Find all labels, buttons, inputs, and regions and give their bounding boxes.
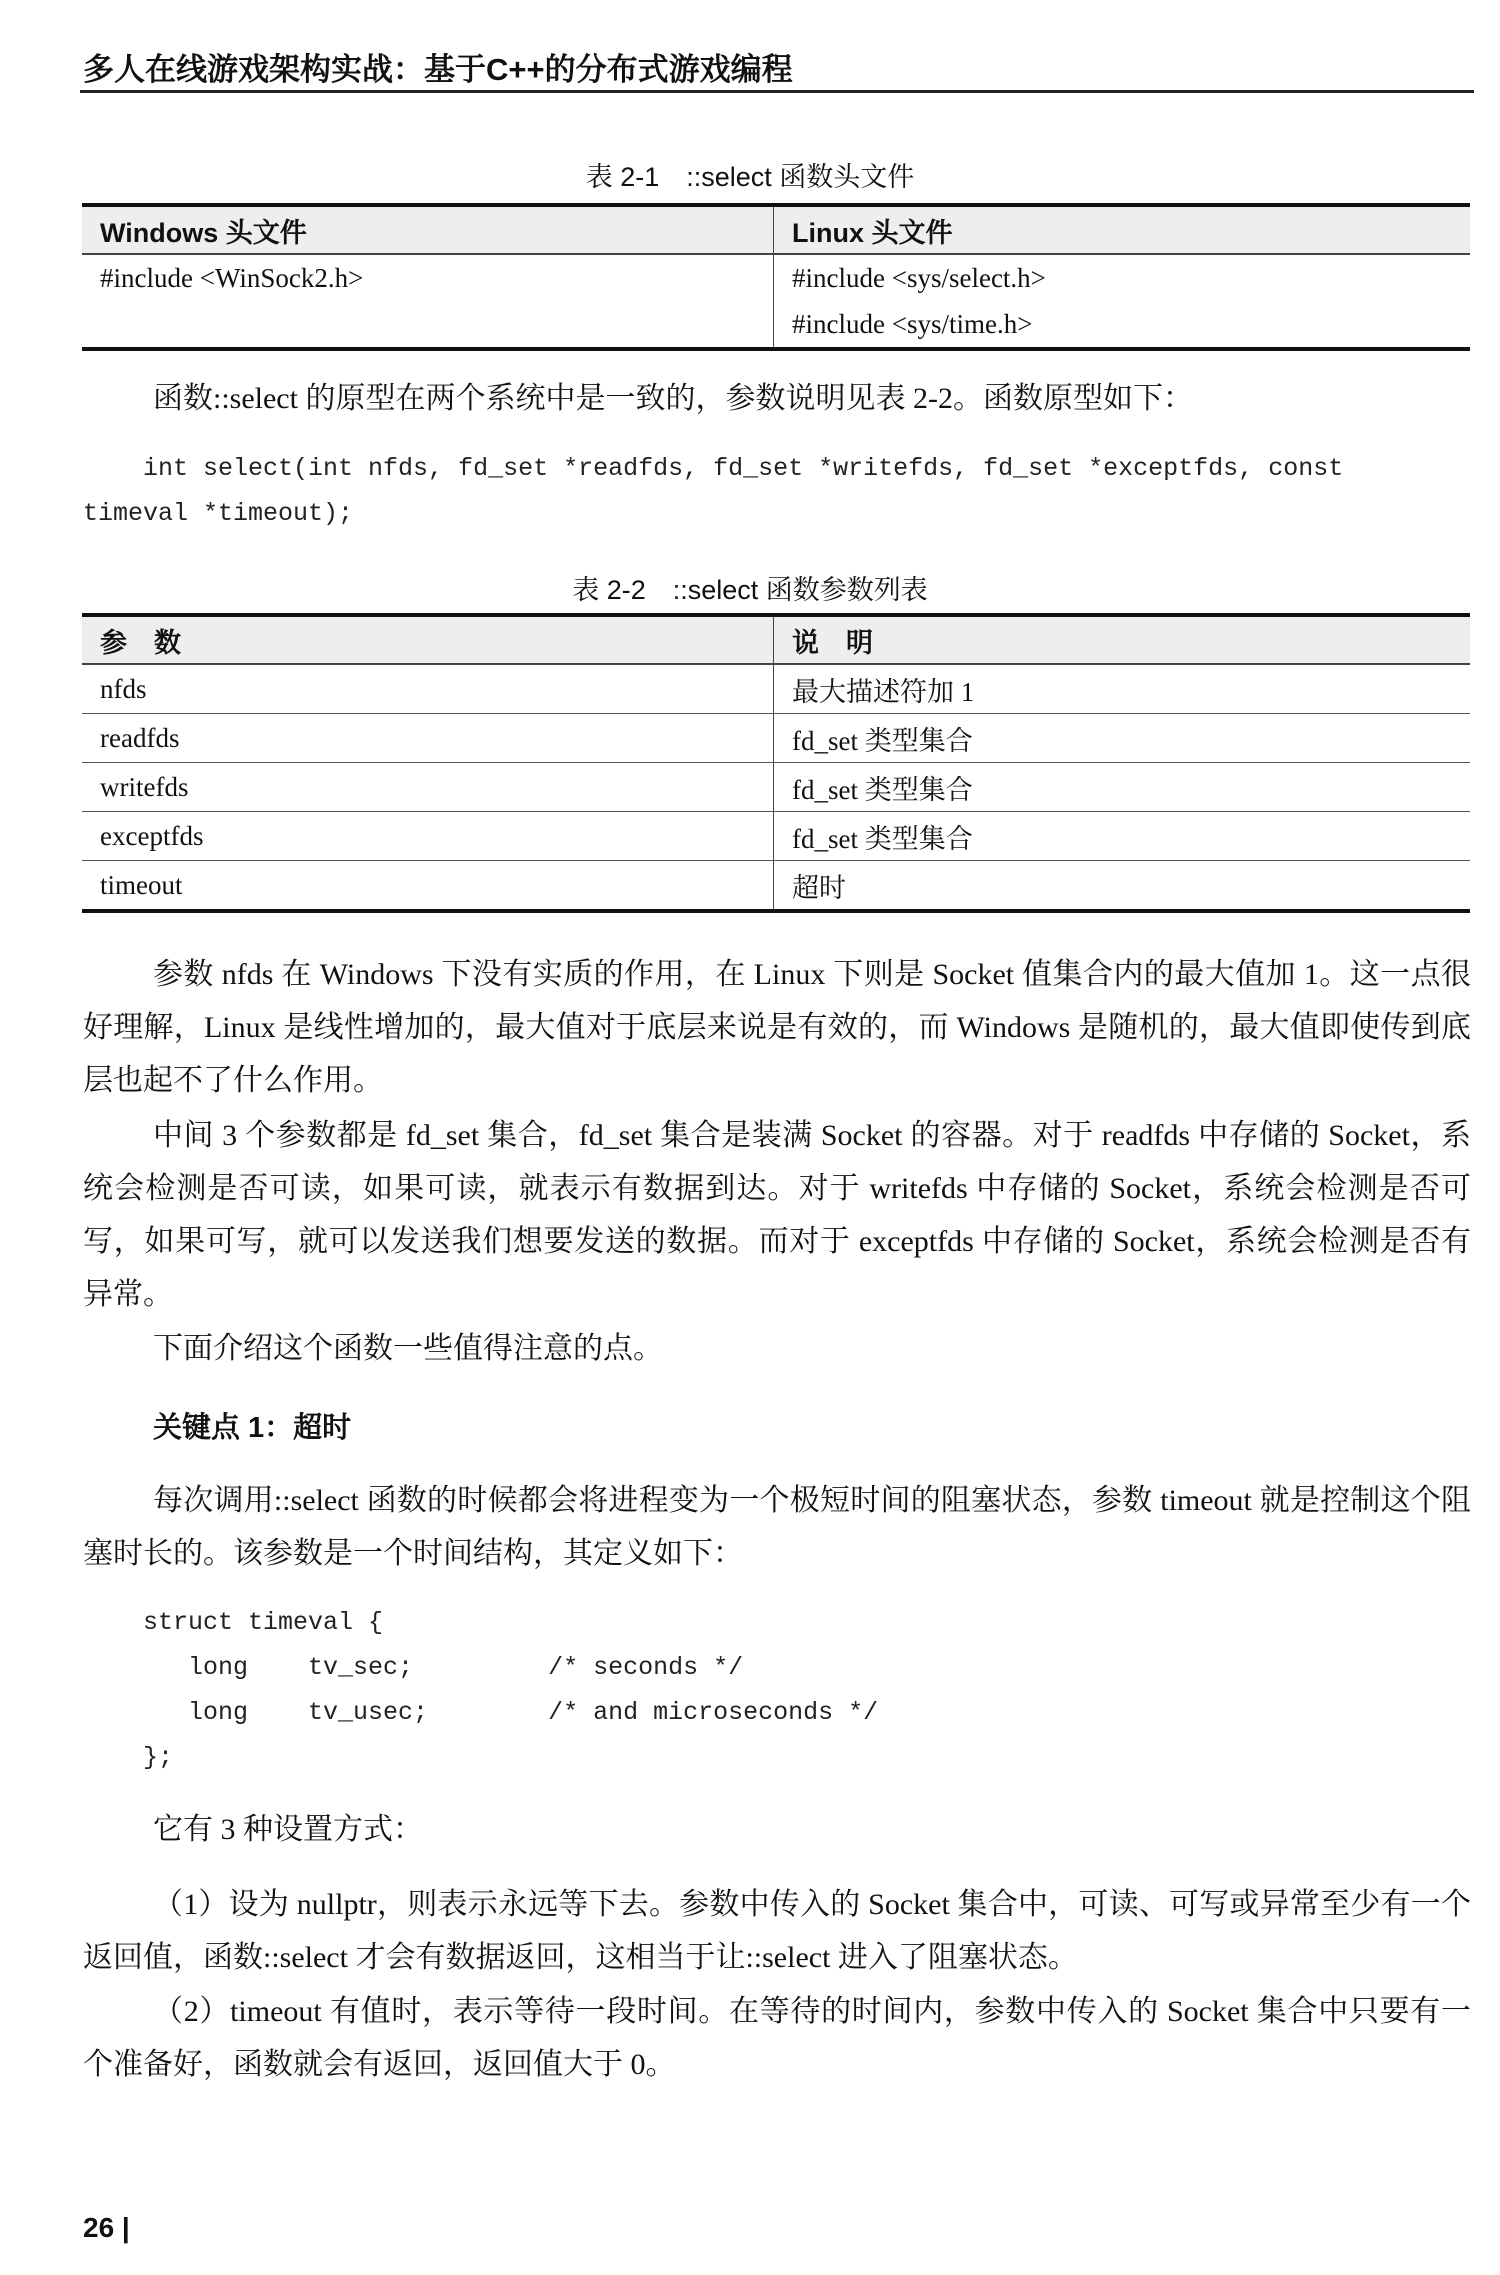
- table-row: [82, 714, 1470, 763]
- paragraph: 下面介绍这个函数一些值得注意的点。: [153, 1332, 663, 1365]
- column-header: Windows 头文件: [82, 205, 774, 254]
- table-cell: #include <sys/time.h>: [792, 309, 1033, 339]
- table-cell: #include <WinSock2.h>: [82, 254, 774, 349]
- table-row: [82, 254, 1470, 349]
- table-params: [82, 613, 1470, 913]
- code-line: long tv_sec; /* seconds */: [83, 1653, 744, 1682]
- column-header: 说 明: [774, 615, 1471, 664]
- paragraph: 参数 nfds 在 Windows 下没有实质的作用，在 Linux 下则是 Socket 值集合内的最大值加 1。这一点很好理解，Linux 是线性增加的，最大值对于底层来说是有效的，而 Windows 是随机的，最大值即使传到底层也起不了什么作用。: [83, 958, 1471, 1097]
- table2-caption: 表 2-2 ::select 函数参数列表: [572, 575, 928, 605]
- code-block: [83, 1600, 1483, 1780]
- code-line: long tv_usec; /* and microseconds */: [83, 1698, 879, 1727]
- table-cell: fd_set 类型集合: [774, 812, 1471, 861]
- code-line: };: [83, 1743, 174, 1772]
- paragraph: （2）timeout 有值时，表示等待一段时间。在等待的时间内，参数中传入的 Socket 集合中只要有一个准备好，函数就会有返回，返回值大于 0。: [83, 1995, 1471, 2081]
- table-header-files: [82, 203, 1470, 351]
- paragraph: 每次调用::select 函数的时候都会将进程变为一个极短时间的阻塞状态，参数 timeout 就是控制这个阻塞时长的。该参数是一个时间结构，其定义如下：: [83, 1484, 1471, 1570]
- table-cell: #include <sys/select.h>: [792, 263, 1046, 293]
- table-row: [82, 861, 1470, 912]
- header-rule: [80, 90, 1474, 93]
- table-row: [82, 812, 1470, 861]
- page-number: 26 |: [83, 2212, 130, 2243]
- table-cell: 最大描述符加 1: [774, 664, 1471, 714]
- keypoint-heading: 关键点 1：超时: [153, 1412, 352, 1444]
- table-cell: 超时: [792, 872, 846, 903]
- paragraph: 它有 3 种设置方式：: [153, 1813, 423, 1846]
- paragraph: 函数::select 的原型在两个系统中是一致的，参数说明见表 2-2。函数原型如下：: [153, 382, 1193, 415]
- code-line: timeval *timeout);: [83, 499, 354, 528]
- table-cell: timeout: [82, 861, 774, 912]
- code-block: [83, 446, 1483, 536]
- table-cell: exceptfds: [82, 812, 774, 861]
- paragraph: 中间 3 个参数都是 fd_set 集合，fd_set 集合是装满 Socket 的容器。对于 readfds 中存储的 Socket，系统会检测是否可读，如果可读，就表示有数据到达。对于 writefds 中存储的 Socket，系统会检测是否可写，如果可写，就可以发送我们想要发送的数据。而对于 exceptfds 中存储的 Socket，系统会检测是否有异常。: [83, 1119, 1471, 1311]
- table1-caption: 表 2-1 ::select 函数头文件: [585, 162, 915, 192]
- column-header: 参 数: [82, 615, 774, 664]
- column-header: Linux 头文件: [774, 205, 1471, 254]
- table-header-row: [82, 205, 1470, 254]
- paragraph: （1）设为 nullptr，则表示永远等下去。参数中传入的 Socket 集合中，可读、可写或异常至少有一个返回值，函数::select 才会有数据返回，这相当于让::select 进入了阻塞状态。: [83, 1888, 1471, 1974]
- code-line: struct timeval {: [83, 1608, 384, 1637]
- table-row: [82, 664, 1470, 714]
- table-cell: fd_set 类型集合: [774, 763, 1471, 812]
- table-cell: readfds: [82, 714, 774, 763]
- code-line: int select(int nfds, fd_set *readfds, fd_set *writefds, fd_set *exceptfds, const: [83, 454, 1344, 483]
- table-row: [82, 763, 1470, 812]
- table-header-row: [82, 615, 1470, 664]
- table-cell: writefds: [82, 763, 774, 812]
- table-cell: nfds: [82, 664, 774, 714]
- table-cell: fd_set 类型集合: [774, 714, 1471, 763]
- running-header: 多人在线游戏架构实战：基于C++的分布式游戏编程: [83, 52, 793, 87]
